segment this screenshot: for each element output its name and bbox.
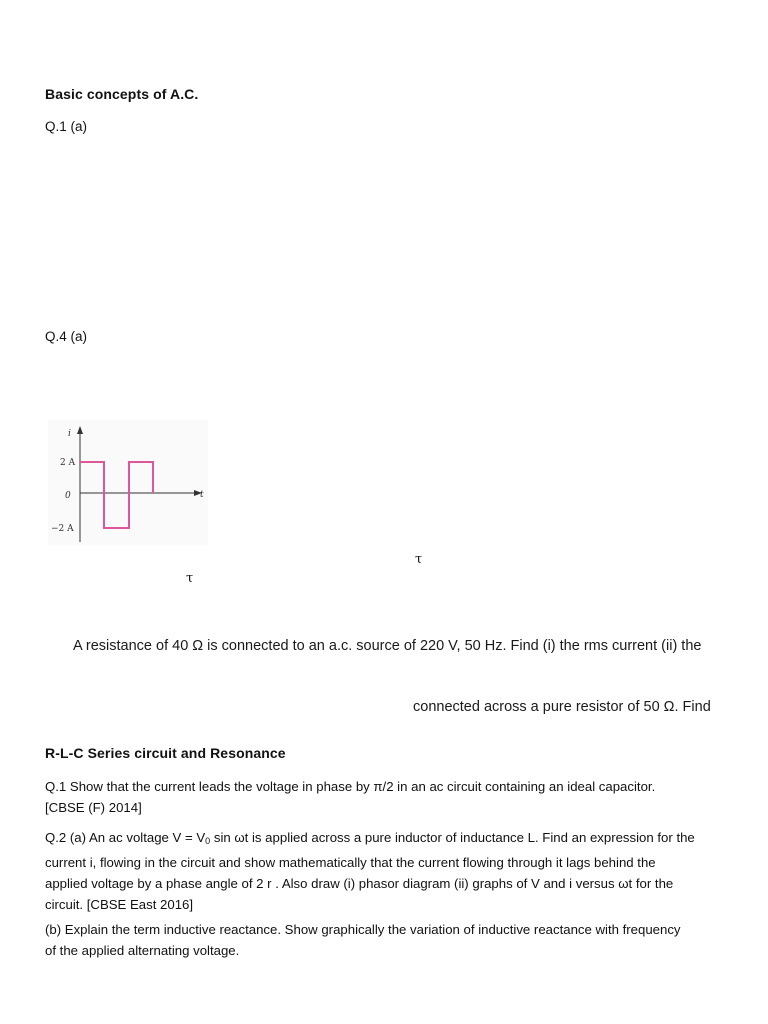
tau-symbol-left: τ [186,571,194,586]
q1-line-1: Q.1 Show that the current leads the voltage in phase by π/2 in an ac circuit containing an ideal capacitor. [45,779,656,794]
question-label-q1a: Q.1 (a) [45,119,88,134]
question-q2a-inductor [45,827,735,915]
question-q2b-reactance [45,919,735,961]
q2b-line-2: of the applied alternating voltage. [45,943,240,958]
q2b-line-1: (b) Explain the term inductive reactance. Show graphically the variation of inductive reactance with frequency [45,922,681,937]
q2-line-1-part-a: Q.2 (a) An ac voltage V = V [45,830,206,845]
y-axis-label: i [68,429,71,439]
q2-line-1 [45,827,735,852]
section-heading-basic-ac: Basic concepts of A.C. [45,86,199,102]
q2-line-1-part-b: sin ωt is applied across a pure inductor of inductance L. Find an expression for the [210,830,695,845]
x-axis-label: t [200,490,204,500]
tick-label-negative: −2 A [51,524,74,534]
tick-label-positive: 2 A [60,458,76,468]
q2-line-4: circuit. [CBSE East 2016] [45,897,194,912]
q2-line-1-subscript: 0 [205,836,211,846]
square-wave-figure [48,420,208,545]
question-text-resistor-50: connected across a pure resistor of 50 Ω. Find [413,699,711,715]
question-label-q4a: Q.4 (a) [45,329,88,344]
q2-line-3: applied voltage by a phase angle of 2 r . Also draw (i) phasor diagram (ii) graphs of V and i versus ωt for the [45,876,674,891]
question-text-resistance-40: A resistance of 40 Ω is connected to an a.c. source of 220 V, 50 Hz. Find (i) the rms current (ii) the [73,638,702,654]
tick-label-zero: 0 [65,491,71,501]
q2-line-2: current i, flowing in the circuit and show mathematically that the current flowing through it lags behind the [45,855,656,870]
question-q1-capacitor [45,776,735,818]
q1-line-2: [CBSE (F) 2014] [45,800,142,815]
tau-symbol-right: τ [415,552,423,567]
section-heading-rlc: R-L-C Series circuit and Resonance [45,745,286,761]
